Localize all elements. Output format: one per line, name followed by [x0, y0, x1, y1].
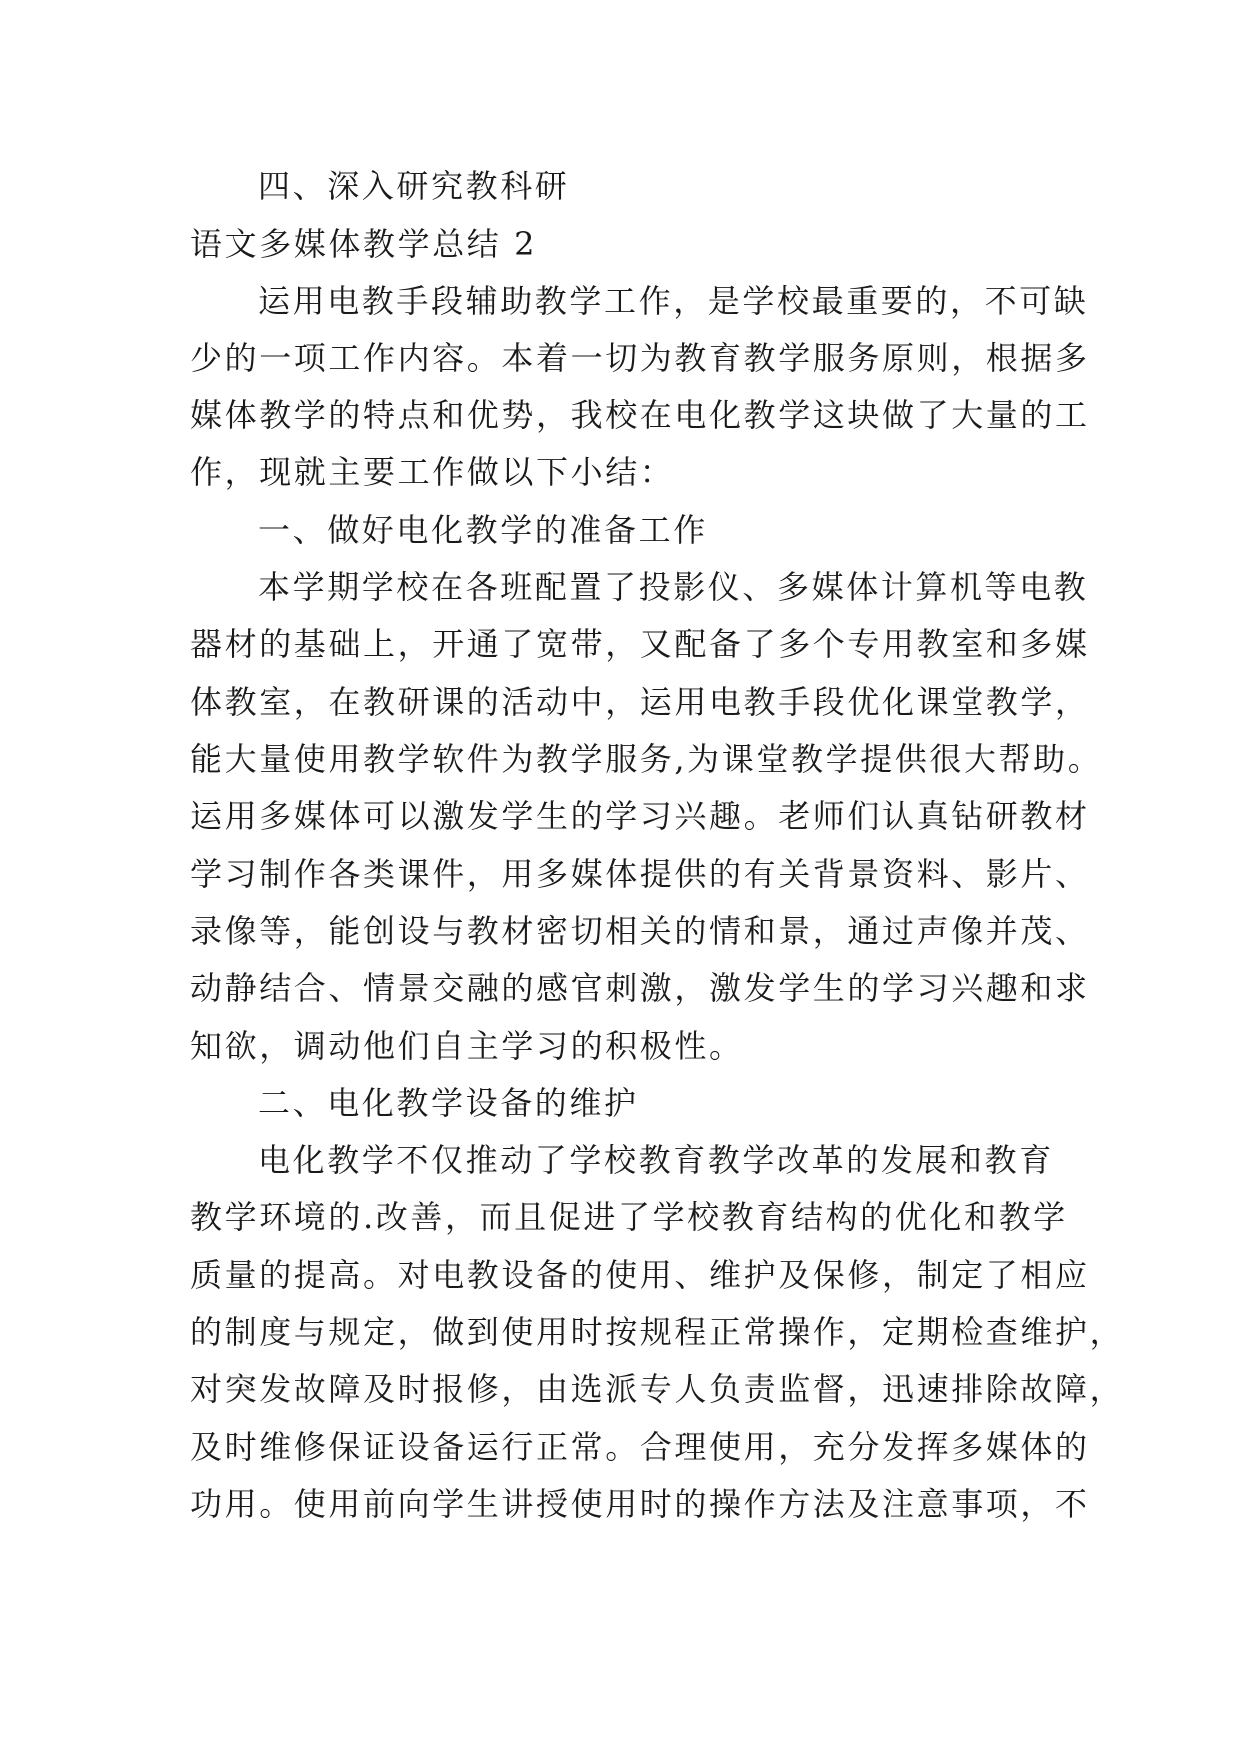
paragraph-line: 器材的基础上，开通了宽带，又配备了多个专用教室和多媒 [190, 625, 1090, 663]
section-heading-two: 二、电化教学设备的维护 [258, 1084, 639, 1122]
paragraph-line: 动静结合、情景交融的感官刺激，激发学生的学习兴趣和求 [190, 969, 1090, 1007]
paragraph-line: 功用。使用前向学生讲授使用时的操作方法及注意事项，不 [190, 1485, 1090, 1523]
paragraph-line: 能大量使用教学软件为教学服务,为课堂教学提供很大帮助。 [190, 740, 1103, 778]
paragraph-line: 少的一项工作内容。本着一切为教育教学服务原则，根据多 [190, 339, 1090, 377]
section-heading-four: 四、深入研究教科研 [258, 167, 570, 205]
paragraph-line: 运用电教手段辅助教学工作，是学校最重要的，不可缺 [258, 282, 1089, 320]
paragraph-line: 对突发故障及时报修，由选派专人负责监督，迅速排除故障， [190, 1370, 1125, 1408]
paragraph-line: 学习制作各类课件，用多媒体提供的有关背景资料、影片、 [190, 855, 1090, 893]
paragraph-line: 及时维修保证设备运行正常。合理使用，充分发挥多媒体的 [190, 1428, 1090, 1466]
paragraph-line: 质量的提高。对电教设备的使用、维护及保修，制定了相应 [190, 1256, 1090, 1294]
paragraph-line: 教学环境的.改善，而且促进了学校教育结构的优化和教学 [190, 1198, 1068, 1236]
paragraph-line: 体教室，在教研课的活动中，运用电教手段优化课堂教学， [190, 683, 1090, 721]
paragraph-line: 本学期学校在各班配置了投影仪、多媒体计算机等电教 [258, 568, 1089, 606]
section-heading-one: 一、做好电化教学的准备工作 [258, 511, 708, 549]
paragraph-line: 媒体教学的特点和优势，我校在电化教学这块做了大量的工 [190, 396, 1090, 434]
paragraph-line: 电化教学不仅推动了学校教育教学改革的发展和教育 [258, 1141, 1054, 1179]
paragraph-line: 录像等，能创设与教材密切相关的情和景，通过声像并茂、 [190, 912, 1090, 950]
paragraph-line: 运用多媒体可以激发学生的学习兴趣。老师们认真钻研教材 [190, 797, 1090, 835]
paragraph-line: 的制度与规定，做到使用时按规程正常操作，定期检查维护， [190, 1313, 1125, 1351]
paragraph-line: 作，现就主要工作做以下小结： [190, 453, 675, 491]
paragraph-line: 知欲，调动他们自主学习的积极性。 [190, 1027, 744, 1065]
document-title: 语文多媒体教学总结 2 [190, 225, 538, 263]
